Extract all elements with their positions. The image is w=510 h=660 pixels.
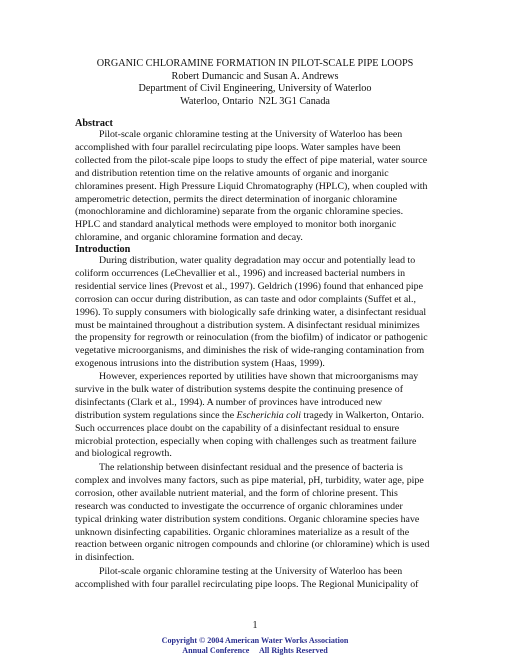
intro-line: reaction between organic nitrogen compounds and chlorine (or chloramine) which is used: [75, 539, 430, 551]
introduction-heading: Introduction: [75, 244, 131, 255]
intro-line: accomplished with four parallel recirculating pipe loops. The Regional Municipality of: [75, 578, 419, 590]
intro-paragraph-2: [75, 371, 435, 461]
intro-line: and biological regrowth.: [75, 448, 172, 460]
paper-title: ORGANIC CHLORAMINE FORMATION IN PILOT-SCALE PIPE LOOPS: [96, 58, 414, 69]
intro-text: distribution system regulations since the: [75, 409, 237, 421]
intro-line: corrosion, other available nutrient material, and the form of chlorine present. This: [75, 487, 398, 499]
intro-line: During distribution, water quality degradation may occur and potentially lead to: [99, 255, 416, 266]
abstract-line: HPLC and standard analytical methods were employed to monitor both inorganic: [75, 219, 397, 231]
abstract-line: Pilot-scale organic chloramine testing at the University of Waterloo has been: [99, 129, 403, 140]
intro-line: Such occurrences place doubt on the capability of a disinfectant residual to ensure: [75, 422, 400, 434]
intro-line: vegetative microorganisms, and diminishes the risk of wide-ranging contamination from: [75, 345, 425, 357]
copyright-line: Copyright © 2004 American Water Works Association: [161, 636, 349, 645]
intro-line: Pilot-scale organic chloramine testing at the University of Waterloo has been: [99, 566, 403, 577]
intro-line: complex and involves many factors, such as pipe material, pH, turbidity, water age, pipe: [75, 474, 424, 486]
copyright-footer: [0, 636, 510, 656]
intro-line: in disinfection.: [75, 552, 135, 564]
abstract-line: chloramines present. High Pressure Liquid Chromatography (HPLC), when coupled with: [75, 180, 428, 192]
intro-line: residential service lines (Prevost et al., 1997). Geldrich (1996) found that enhanced pipe: [75, 280, 423, 292]
intro-text: tragedy in Walkerton, Ontario.: [301, 409, 424, 421]
intro-paragraph-3: [75, 462, 435, 565]
abstract-line: chloramine, and organic chloramine formation and decay.: [75, 232, 303, 244]
paper-authors: Robert Dumancic and Susan A. Andrews: [171, 70, 339, 82]
intro-line: disinfectants (Clark et al., 1994). A number of provinces have introduced new: [75, 396, 383, 408]
intro-line: exogenous intrusions into the distribution system (Haas, 1999).: [75, 358, 325, 370]
intro-line: the propensity for regrowth or reinoculation (from the biofilm) of indicator or pathogenic: [75, 332, 428, 344]
paper-header: [0, 58, 510, 108]
author-affiliation: Department of Civil Engineering, University of Waterloo: [138, 83, 372, 95]
intro-line: unknown disinfecting capabilities. Organic chloramines materialize as a result of the: [75, 526, 410, 538]
intro-line: must be maintained throughout a distribution system. A disinfectant residual minimizes: [75, 319, 420, 331]
intro-line: 1996). To supply consumers with biologically safe drinking water, a disinfectant residual: [75, 306, 427, 318]
intro-line: microbial protection, especially when coping with challenges such as treatment failure: [75, 435, 417, 447]
intro-line: research was conducted to investigate the occurrence of organic chloramines under: [75, 500, 403, 512]
species-name: Escherichia coli: [236, 409, 301, 421]
author-address: Waterloo, Ontario N2L 3G1 Canada: [180, 95, 330, 107]
abstract-line: accomplished with four parallel recirculating pipe loops. Water samples have been: [75, 141, 401, 153]
intro-line: coliform occurrences (LeChevallier et al., 1996) and increased bacterial numbers in: [75, 267, 406, 279]
abstract-line: (monochloramine and dichloramine) separate from the organic chloramine species.: [75, 206, 404, 218]
intro-line-with-italic: [75, 410, 435, 423]
intro-line: corrosion can occur during distribution, as can taste and odor complaints (Suffet et al.,: [75, 293, 416, 305]
abstract-paragraph: [75, 129, 435, 245]
intro-line: typical drinking water distribution system conditions. Organic chloramine species have: [75, 513, 420, 525]
intro-line: survive in the bulk water of distribution systems despite the continuing presence of: [75, 383, 404, 395]
abstract-line: amperometric detection, permits the direct determination of inorganic chloramine: [75, 193, 398, 205]
intro-line: The relationship between disinfectant residual and the presence of bacteria is: [99, 462, 403, 473]
abstract-line: and distribution retention time on the relative amounts of organic and inorganic: [75, 167, 389, 179]
abstract-heading: Abstract: [75, 118, 113, 129]
conference-line: Annual Conference All Rights Reserved: [182, 646, 328, 655]
intro-paragraph-4: [75, 566, 435, 592]
intro-line: However, experiences reported by utilities have shown that microorganisms may: [99, 371, 419, 382]
page-number: 1: [252, 620, 258, 631]
intro-paragraph-1: [75, 255, 435, 371]
abstract-line: collected from the pilot-scale pipe loops to study the effect of pipe material, water source: [75, 154, 428, 166]
